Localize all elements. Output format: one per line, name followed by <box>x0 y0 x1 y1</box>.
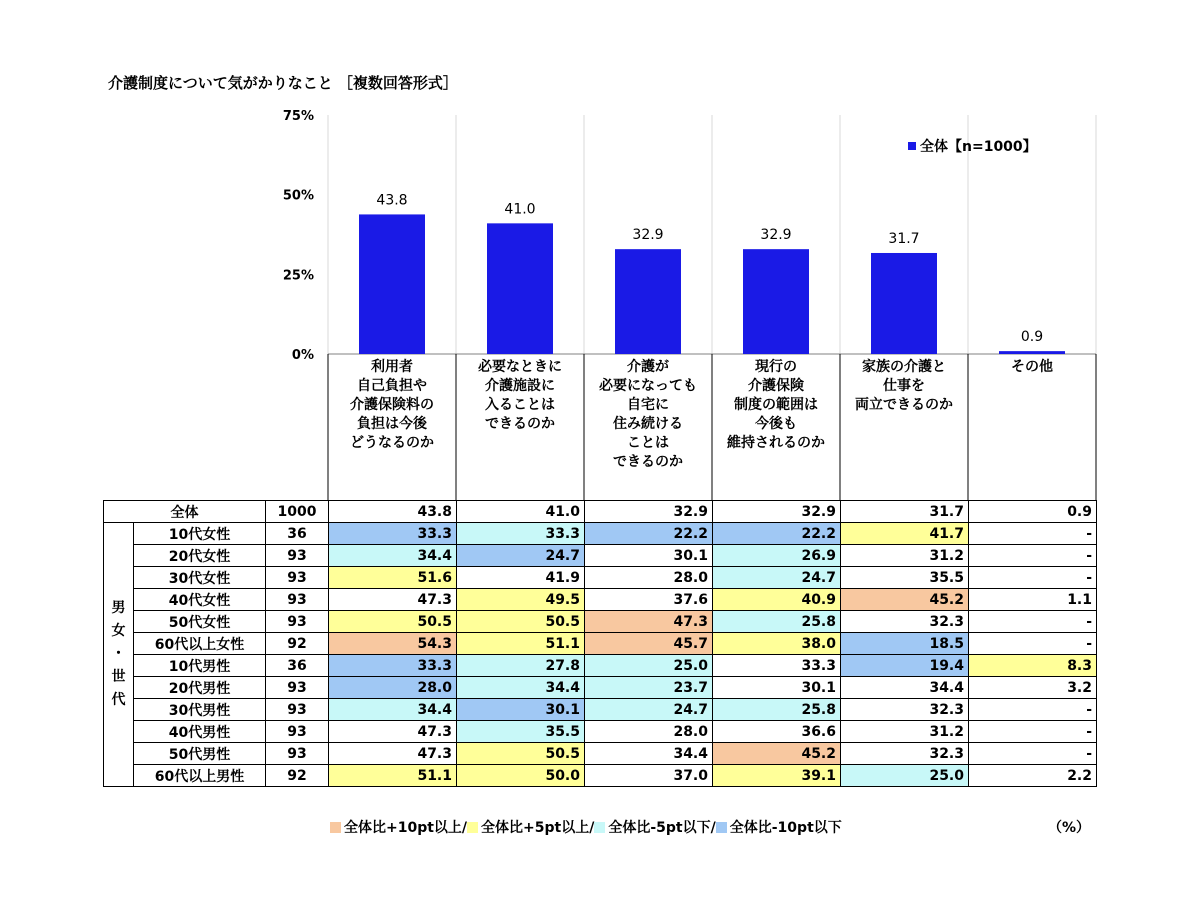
value-cell: 31.2 <box>841 545 969 567</box>
value-cell: 30.1 <box>457 699 585 721</box>
color-legend-swatch <box>594 822 605 833</box>
sample-size: 93 <box>266 567 329 589</box>
value-cell: 33.3 <box>329 655 457 677</box>
value-cell: 0.9 <box>969 501 1097 523</box>
value-cell: 35.5 <box>841 567 969 589</box>
value-cell: 33.3 <box>329 523 457 545</box>
category-header <box>968 358 1096 498</box>
value-cell: 34.4 <box>329 699 457 721</box>
value-cell: 24.7 <box>585 699 713 721</box>
category-header-line: 利用者 <box>371 359 413 375</box>
color-legend-label: 全体比+5pt以上/ <box>481 820 595 836</box>
value-cell: - <box>969 699 1097 721</box>
table-row <box>104 589 1097 611</box>
bar-value-label: 31.7 <box>888 230 920 247</box>
value-cell: 26.9 <box>713 545 841 567</box>
value-cell: 28.0 <box>329 677 457 699</box>
sample-size: 92 <box>266 633 329 655</box>
sample-size: 92 <box>266 765 329 787</box>
group-label-char: 世 <box>111 669 126 685</box>
sample-size: 93 <box>266 699 329 721</box>
value-cell: 30.1 <box>585 545 713 567</box>
y-tick-label: 50% <box>282 188 314 204</box>
value-cell: 45.2 <box>841 589 969 611</box>
row-label: 20代男性 <box>134 677 266 699</box>
bar-value-label: 41.0 <box>504 201 536 218</box>
value-cell: 47.3 <box>329 743 457 765</box>
value-cell: 22.2 <box>585 523 713 545</box>
row-label: 40代女性 <box>134 589 266 611</box>
bar <box>487 223 553 354</box>
value-cell: 51.6 <box>329 567 457 589</box>
group-label-char: 男 <box>111 600 126 616</box>
bar <box>359 214 425 354</box>
category-header-line: 今後も <box>755 416 797 432</box>
row-label: 30代女性 <box>134 567 266 589</box>
value-cell: 35.5 <box>457 721 585 743</box>
category-header <box>456 358 584 498</box>
bar <box>615 249 681 354</box>
value-cell: 51.1 <box>329 765 457 787</box>
category-header <box>840 358 968 498</box>
sample-size: 93 <box>266 589 329 611</box>
group-label-char: 女 <box>111 623 126 639</box>
category-header-line: どうなるのか <box>350 435 434 451</box>
bar-value-label: 32.9 <box>632 227 664 244</box>
value-cell: 19.4 <box>841 655 969 677</box>
sample-size: 36 <box>266 655 329 677</box>
y-tick-label: 0% <box>291 348 314 363</box>
group-label-char: 代 <box>111 692 126 708</box>
category-header-line: 住み続ける <box>613 416 683 432</box>
value-cell: 32.3 <box>841 743 969 765</box>
value-cell: 25.0 <box>841 765 969 787</box>
sample-size: 1000 <box>266 501 329 523</box>
category-header-line: 必要なときに <box>478 359 562 375</box>
row-label: 40代男性 <box>134 721 266 743</box>
value-cell: 50.5 <box>457 611 585 633</box>
value-cell: 34.4 <box>841 677 969 699</box>
sample-size: 93 <box>266 677 329 699</box>
bar-value-label: 32.9 <box>760 227 792 244</box>
sample-size: 36 <box>266 523 329 545</box>
value-cell: 1.1 <box>969 589 1097 611</box>
value-cell: 25.8 <box>713 699 841 721</box>
value-cell: 43.8 <box>329 501 457 523</box>
row-label: 50代女性 <box>134 611 266 633</box>
value-cell: 45.7 <box>585 633 713 655</box>
value-cell: - <box>969 743 1097 765</box>
value-cell: 50.5 <box>329 611 457 633</box>
row-label: 10代女性 <box>134 523 266 545</box>
row-label: 50代男性 <box>134 743 266 765</box>
category-header-line: 制度の範囲は <box>734 397 818 413</box>
value-cell: 2.2 <box>969 765 1097 787</box>
row-label: 30代男性 <box>134 699 266 721</box>
color-legend-label: 全体比-5pt以下/ <box>608 820 716 836</box>
value-cell: 27.8 <box>457 655 585 677</box>
crosstab-table <box>103 500 1097 787</box>
value-cell: 31.2 <box>841 721 969 743</box>
bar <box>743 249 809 354</box>
value-cell: 28.0 <box>585 721 713 743</box>
category-header-line: 負担は今後 <box>357 416 427 432</box>
row-label: 全体 <box>104 501 266 523</box>
value-cell: 34.4 <box>329 545 457 567</box>
value-cell: - <box>969 633 1097 655</box>
value-cell: 40.9 <box>713 589 841 611</box>
category-header-line: ことは <box>627 435 669 451</box>
value-cell: - <box>969 545 1097 567</box>
value-cell: 47.3 <box>329 589 457 611</box>
table-row <box>104 655 1097 677</box>
sample-size: 93 <box>266 545 329 567</box>
value-cell: 50.5 <box>457 743 585 765</box>
table-row <box>104 633 1097 655</box>
color-legend-swatch <box>467 822 478 833</box>
category-header-line: 介護が <box>627 359 669 375</box>
value-cell: 33.3 <box>713 655 841 677</box>
value-cell: 24.7 <box>713 567 841 589</box>
sample-size: 93 <box>266 721 329 743</box>
category-header-line: 必要になっても <box>599 378 697 394</box>
value-cell: 28.0 <box>585 567 713 589</box>
table-row <box>104 611 1097 633</box>
color-legend-label: 全体比-10pt以下 <box>729 820 842 836</box>
value-cell: 45.2 <box>713 743 841 765</box>
legend-label: 全体【n=1000】 <box>920 139 1037 155</box>
chart-title: 介護制度について気がかりなこと ［複数回答形式］ <box>108 74 458 92</box>
value-cell: 47.3 <box>585 611 713 633</box>
value-cell: 50.0 <box>457 765 585 787</box>
value-cell: 37.6 <box>585 589 713 611</box>
value-cell: - <box>969 567 1097 589</box>
value-cell: 38.0 <box>713 633 841 655</box>
value-cell: 41.9 <box>457 567 585 589</box>
y-tick-label: 75% <box>282 109 314 124</box>
value-cell: 33.3 <box>457 523 585 545</box>
value-cell: 25.8 <box>713 611 841 633</box>
category-header-line: 自己負担や <box>357 378 427 394</box>
value-cell: 25.0 <box>585 655 713 677</box>
table-row <box>104 677 1097 699</box>
category-header <box>328 358 456 498</box>
row-label: 60代以上男性 <box>134 765 266 787</box>
table-row <box>104 721 1097 743</box>
value-cell: 3.2 <box>969 677 1097 699</box>
table-row <box>104 743 1097 765</box>
category-header-line: 入ることは <box>485 397 555 413</box>
value-cell: 41.0 <box>457 501 585 523</box>
y-tick-label: 25% <box>282 268 314 284</box>
value-cell: 34.4 <box>585 743 713 765</box>
row-label: 10代男性 <box>134 655 266 677</box>
table-row <box>104 765 1097 787</box>
bar <box>871 253 937 354</box>
color-legend <box>330 817 842 837</box>
value-cell: 23.7 <box>585 677 713 699</box>
value-cell: 32.9 <box>585 501 713 523</box>
group-label <box>104 523 134 787</box>
value-cell: 32.3 <box>841 611 969 633</box>
value-cell: 32.3 <box>841 699 969 721</box>
color-legend-label: 全体比+10pt以上/ <box>344 820 468 836</box>
category-header <box>712 358 840 498</box>
value-cell: 31.7 <box>841 501 969 523</box>
category-header-line: 家族の介護と <box>862 359 946 375</box>
value-cell: 54.3 <box>329 633 457 655</box>
value-cell: 34.4 <box>457 677 585 699</box>
category-header-line: 現行の <box>755 359 797 375</box>
unit-label: （%） <box>1048 820 1091 836</box>
bar-value-label: 43.8 <box>376 192 408 209</box>
value-cell: 32.9 <box>713 501 841 523</box>
category-header <box>584 358 712 498</box>
category-header-line: できるのか <box>613 454 683 470</box>
value-cell: 30.1 <box>713 677 841 699</box>
category-header-line: 介護保険料の <box>350 397 434 413</box>
bar-value-label: 0.9 <box>1020 329 1044 346</box>
category-header-line: その他 <box>1011 359 1053 375</box>
category-header-line: 介護保険 <box>748 378 804 394</box>
value-cell: 22.2 <box>713 523 841 545</box>
row-label: 60代以上女性 <box>134 633 266 655</box>
table-row <box>104 545 1097 567</box>
value-cell: 8.3 <box>969 655 1097 677</box>
value-cell: 36.6 <box>713 721 841 743</box>
value-cell: 18.5 <box>841 633 969 655</box>
sample-size: 93 <box>266 611 329 633</box>
category-header-line: できるのか <box>485 416 555 432</box>
value-cell: - <box>969 721 1097 743</box>
value-cell: - <box>969 523 1097 545</box>
value-cell: 24.7 <box>457 545 585 567</box>
table-row <box>104 523 1097 545</box>
color-legend-swatch <box>716 822 727 833</box>
category-header-line: 介護施設に <box>485 378 555 394</box>
category-header-line: 仕事を <box>883 378 925 394</box>
category-header-line: 維持されるのか <box>727 435 825 451</box>
value-cell: 51.1 <box>457 633 585 655</box>
category-header-line: 自宅に <box>627 397 669 413</box>
value-cell: 37.0 <box>585 765 713 787</box>
color-legend-swatch <box>330 822 341 833</box>
table-row <box>104 501 1097 523</box>
bar <box>999 351 1065 354</box>
row-label: 20代女性 <box>134 545 266 567</box>
value-cell: 47.3 <box>329 721 457 743</box>
table-row <box>104 699 1097 721</box>
table-row <box>104 567 1097 589</box>
legend-swatch <box>908 142 916 150</box>
category-header-line: 両立できるのか <box>855 397 953 413</box>
sample-size: 93 <box>266 743 329 765</box>
chart-legend <box>908 136 1037 156</box>
group-label-char: ・ <box>111 646 126 662</box>
value-cell: 41.7 <box>841 523 969 545</box>
value-cell: 39.1 <box>713 765 841 787</box>
value-cell: - <box>969 611 1097 633</box>
value-cell: 49.5 <box>457 589 585 611</box>
